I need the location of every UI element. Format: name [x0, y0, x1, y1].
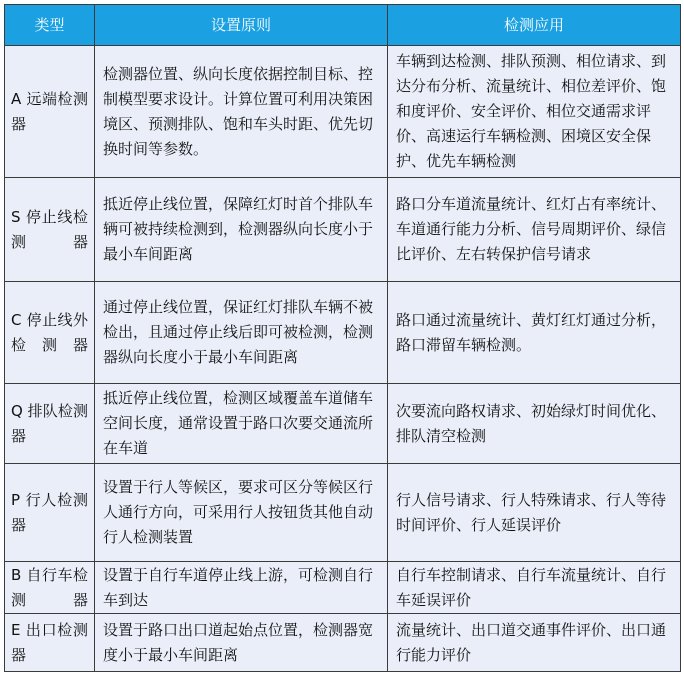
cell-type: B 自行车检测器	[5, 562, 95, 614]
table-row	[5, 614, 681, 672]
table-row	[5, 178, 681, 282]
cell-principle: 检测器位置、纵向长度依据控制目标、控制模型要求设计。计算位置可利用决策困境区、预测排队、饱和车头时距、优先切换时间等参数。	[95, 46, 388, 178]
cell-principle: 设置于路口出口道起始点位置，检测器宽度小于最小车间距离	[95, 614, 388, 672]
cell-principle: 抵近停止线位置，保障红灯时首个排队车辆可被持续检测到，检测器纵向长度小于最小车间距离	[95, 178, 388, 282]
header-type: 类型	[5, 5, 95, 46]
cell-type: E 出口检测器	[5, 614, 95, 672]
cell-application: 行人信号请求、行人特殊请求、行人等待时间评价、行人延误评价	[388, 464, 681, 562]
cell-principle: 通过停止线位置，保证红灯排队车辆不被检出，且通过停止线后即可被检测，检测器纵向长度小于最小车间距离	[95, 282, 388, 384]
cell-application: 自行车控制请求、自行车流量统计、自行车延误评价	[388, 562, 681, 614]
table-row	[5, 46, 681, 178]
cell-type: S 停止线检测器	[5, 178, 95, 282]
detector-table	[4, 4, 681, 672]
header-application: 检测应用	[388, 5, 681, 46]
cell-type: C 停止线外检测器	[5, 282, 95, 384]
cell-principle: 设置于自行车道停止线上游，可检测自行车到达	[95, 562, 388, 614]
cell-type: Q 排队检测器	[5, 384, 95, 464]
table-row	[5, 562, 681, 614]
table-row	[5, 464, 681, 562]
cell-principle: 设置于行人等候区，要求可区分等候区行人通行方向，可采用行人按钮货其他自动行人检测装置	[95, 464, 388, 562]
table-header-row	[5, 5, 681, 46]
cell-type: A 远端检测器	[5, 46, 95, 178]
table-row	[5, 282, 681, 384]
table-row	[5, 384, 681, 464]
header-principle: 设置原则	[95, 5, 388, 46]
cell-application: 车辆到达检测、排队预测、相位请求、到达分布分析、流量统计、相位差评价、饱和度评价、安全评价、相位交通需求评价、高速运行车辆检测、困境区安全保护、优先车辆检测	[388, 46, 681, 178]
cell-application: 路口分车道流量统计、红灯占有率统计、车道通行能力分析、信号周期评价、绿信比评价、左右转保护信号请求	[388, 178, 681, 282]
cell-type: P 行人检测器	[5, 464, 95, 562]
cell-application: 次要流向路权请求、初始绿灯时间优化、排队清空检测	[388, 384, 681, 464]
cell-application: 路口通过流量统计、黄灯红灯通过分析，路口滞留车辆检测。	[388, 282, 681, 384]
cell-application: 流量统计、出口道交通事件评价、出口通行能力评价	[388, 614, 681, 672]
cell-principle: 抵近停止线位置，检测区域覆盖车道储车空间长度，通常设置于路口次要交通流所在车道	[95, 384, 388, 464]
